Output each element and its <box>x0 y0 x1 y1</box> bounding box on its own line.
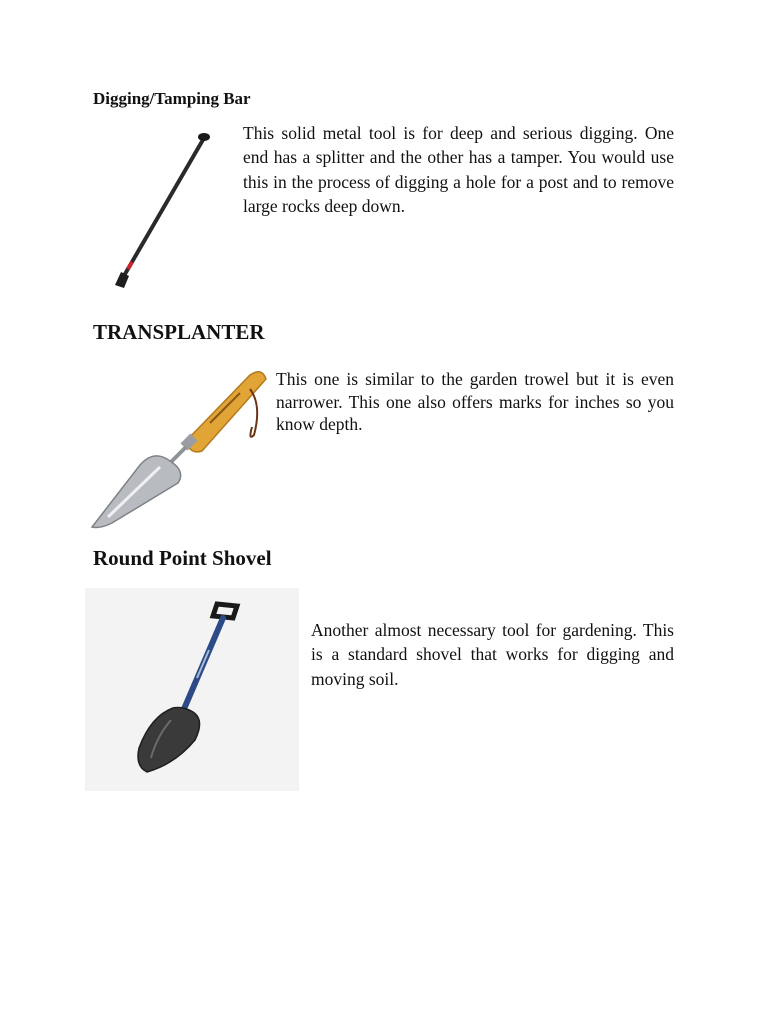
tamping-bar-description: This solid metal tool is for deep and serious digging. One end has a splitter and the other has a tamper. You would use this in the process of digging a hole for a post and to remove large rocks deep down. <box>243 123 674 216</box>
transplanter-image <box>90 365 270 533</box>
tamping-bar-image <box>88 112 233 302</box>
shovel-image <box>85 588 299 791</box>
shovel-description: Another almost necessary tool for gardening. This is a standard shovel that works for digging and moving soil. <box>311 620 674 689</box>
section-heading-tamping-bar: Digging/Tamping Bar <box>93 89 251 108</box>
section-heading-transplanter: TRANSPLANTER <box>93 320 265 344</box>
transplanter-description: This one is similar to the garden trowel but it is even narrower. This one also offers marks for inches so you know depth. <box>276 369 674 434</box>
section-heading-round-point-shovel: Round Point Shovel <box>93 546 272 570</box>
